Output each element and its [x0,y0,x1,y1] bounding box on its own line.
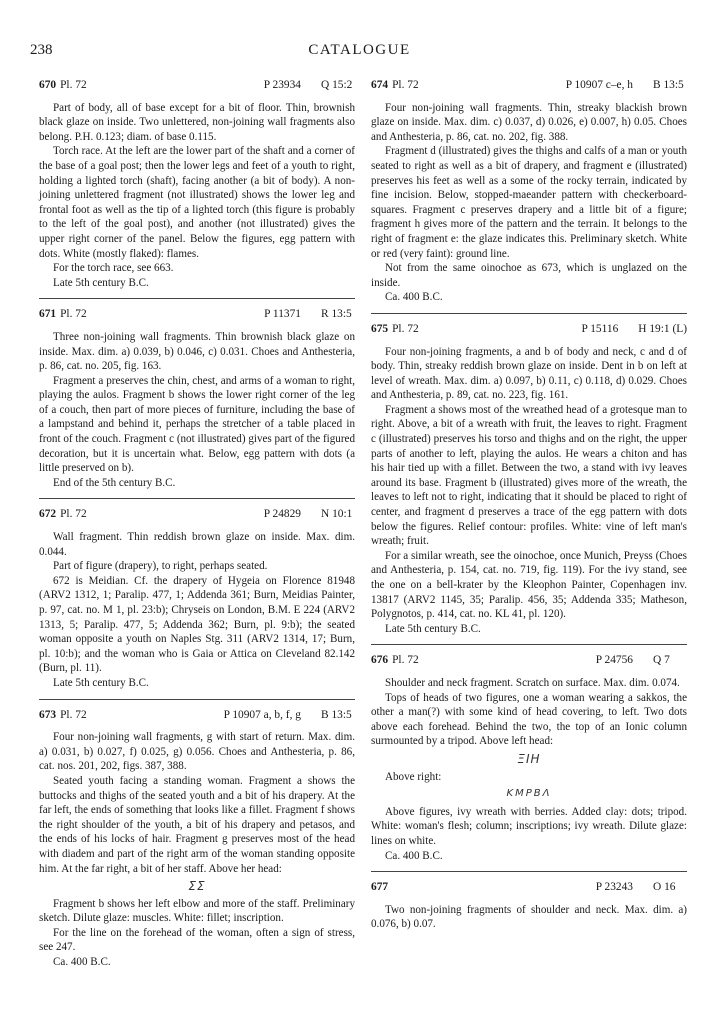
entry-676 [371,653,687,863]
paragraph: For the line on the forehead of the woman, often a sign of stress, see 247. [39,926,355,954]
inventory-number: P 11371 [264,308,301,321]
paragraph: Two non-joining fragments of shoulder and neck. Max. dim. a) 0.076, b) 0.07. [371,903,687,931]
inventory-number: P 24829 [263,508,301,521]
entry-671 [39,307,355,490]
entry-675 [371,322,687,636]
paragraph: Torch race. At the left are the lower part of the shaft and a corner of the base of a goal post; then the lower legs and feet of a youth to right, holding a lighted torch (shaft), facing another (a bit of body). A non-joining unlettered fragment (not illustrated) shows the lower leg and frontal foot as well as the tip of a lighted torch (this figure is probably to the left of the goal post), and another (not illustrated) gives the upper right corner of the panel. Below the figures, egg pattern with dots. White (mostly flaked): flames. [39,145,355,260]
deposit-ref: N 10:1 [321,508,353,521]
page-number: 238 [30,42,53,58]
entry-header [39,507,355,526]
inscription: ΚΜΡΒΛ [506,788,552,800]
right-column [371,78,687,940]
paragraph: Above right: [385,770,442,783]
paragraph: For a similar wreath, see the oinochoe, once Munich, Preyss (Choes and Anthesteria, p. 154, cat. no. 719, fig. 119). For the ivy stand, see the one on a bell-krater by the Kleophon Painter, Copenhagen inv. 13817 (ARV2 1145, 35; Paralip. 456, 35; Addenda 335; Matheson, Polygnotos, p. 414, cat. no. KL 41, pl. 120). [371,549,687,621]
paragraph: 672 is Meidian. Cf. the drapery of Hygeia on Florence 81948 (ARV2 1312, 1; Paralip. 477, 1; Addenda 361; Burn, Meidias Painter, p. 97, cat. no. M 1, pl. 23:b); Chryseis on London, B.M. E 224 (ARV2 1313, 5; Paralip. 477, 5; Addenda 362; Burn, pl. 9:b); the seated woman opposite a youth on Naples Stg. 311 (ARV2 1314, 17; Burn, pl. 10:b); and the woman who is Gaia or Attica on Cleveland 82.142 (Burn, pl. 11). [39,574,355,675]
paragraph: Fragment a preserves the chin, chest, and arms of a woman to right, playing the aulos. Fragment b shows the lower right corner of the leg of a couch, then part of more pieces of furniture, including the base of a lampstand and behind it, perhaps the stretcher of a table placed in front of the couch. Fragment c (not illustrated) gives part of the figured decoration, but it is uncertain what. Below, egg pattern with dots (a little preserved on b). [39,374,355,475]
paragraph: Seated youth facing a standing woman. Fragment a shows the buttocks and thighs of the seated youth and a bit of his drapery. At the far left, the ends of something that looks like a fillet. Fragment f shows the right shoulder of the youth, a bit of his drapery and petasos, and the ends of his locks of hair. Fragment g preserves most of the head with diadem and part of the right arm of the woman standing opposite him. At the far right, a bit of her staff. Above her head: [39,774,355,875]
date-line: Late 5th century B.C. [385,622,481,635]
paragraph: Wall fragment. Thin reddish brown glaze on inside. Max. dim. 0.044. [39,531,355,558]
plate-ref: Pl. 72 [60,708,87,721]
entry-677 [371,880,687,932]
entry-header [371,653,687,672]
plate-ref: Pl. 72 [60,508,87,521]
deposit-ref: Q 15:2 [321,79,353,91]
paragraph: Above figures, ivy wreath with berries. Added clay: dots; tripod. White: woman's flesh; column; inscriptions; ivy wreath. Dilute glaze: lines on white. [371,805,687,847]
date-line: Ca. 400 B.C. [385,291,443,304]
inscription: ΞΙΗ [517,751,541,766]
inventory-number: P 23243 [595,881,633,894]
paragraph: Not from the same oinochoe as 673, which is unglazed on the inside. [371,262,687,289]
paragraph: Part of body, all of base except for a bit of floor. Thin, brownish black glaze on inside. Two unlettered, non-joining wall fragments also belong. P.H. 0.123; diam. of base 0.115. [39,101,355,143]
date-line: Ca. 400 B.C. [53,956,111,969]
entry-674 [371,78,687,305]
inventory-number: P 15116 [581,322,619,335]
entry-header [39,307,355,326]
left-column [39,78,355,978]
deposit-ref: Q 7 [653,654,670,667]
entry-673 [39,708,355,970]
plate-ref: Pl. 72 [60,79,87,91]
paragraph: Fragment a shows most of the wreathed head of a grotesque man to right. Above, a bit of a wreath with fruit, the leaves to right. Fragment c (illustrated) preserves his torso and thighs and on the right, the upper parts of another to left, playing the aulos. He wears a chiton and has his hair tied up with a fillet. Between the two, a stand with ivy leaves around its base. Fragment b (illustrated) gives more of the wreath, the leaves to left not to right, indicating that it should be placed to right of center, and fragment d preserves a trace of the egg pattern with dots below the figures. Relief contour: profiles. White: vine of left man's wreath; fruit. [371,403,687,548]
divider [371,313,687,314]
inscription: ΣΣ [188,879,206,894]
entry-header [39,78,355,97]
paragraph: Four non-joining fragments, a and b of body and neck, c and d of body. Thin, streaky reddish brown glaze on inside. Dent in b on left at level of wreath. Max. dim. a) 0.097, b) 0.11, c) 0.118, d) 0.029. Choes and Anthesteria, p. 89, cat. no. 223, fig. 161. [371,345,687,402]
entry-670 [39,78,355,290]
entry-header [371,322,687,341]
inventory-number: P 23934 [263,79,301,91]
paragraph: For the torch race, see 663. [53,262,174,275]
inventory-number: P 10907 c–e, h [565,79,633,91]
entry-number: 676 [371,654,389,667]
paragraph: Fragment d (illustrated) gives the thighs and calfs of a man or youth seated to right as well as a bit of drapery, and fragment e (illustrated) preserves his feet as well as a some of the rocky terrain, indicated by fine incision. Below, stopped-maeander pattern with checkerboard-squares. Fragment c preserves drapery and a little bit of a figure; fragment h gives more of the pattern and the terrain. It belongs to the right of fragment e: the glaze indicates this. Preliminary sketch. White or red (very faint): ground line. [371,145,687,260]
deposit-ref: R 13:5 [321,308,352,321]
deposit-ref: H 19:1 (L) [638,322,687,335]
entry-header [371,78,687,97]
running-head: CATALOGUE [308,42,411,58]
divider [39,498,355,499]
entry-number: 677 [371,881,389,894]
paragraph: Shoulder and neck fragment. Scratch on surface. Max. dim. 0.074. [385,676,680,689]
date-line: Late 5th century B.C. [53,276,149,289]
entry-number: 675 [371,322,389,335]
entry-number: 670 [39,79,57,91]
plate-ref: Pl. 72 [392,79,419,91]
date-line: Late 5th century B.C. [53,676,149,689]
paragraph: Four non-joining wall fragments, g with start of return. Max. dim. a) 0.031, b) 0.027, f) 0.025, g) 0.056. Choes and Anthesteria, p. 86, cat. nos. 201, 202, figs. 387, 388. [39,731,355,773]
deposit-ref: B 13:5 [653,79,684,91]
entry-number: 673 [39,708,57,721]
entry-number: 672 [39,508,57,521]
deposit-ref: O 16 [653,881,676,894]
entry-header [39,708,355,727]
divider [371,871,687,872]
plate-ref: Pl. 72 [392,322,419,335]
inventory-number: P 24756 [595,654,633,667]
entry-672 [39,507,355,690]
divider [39,298,355,299]
entry-number: 671 [39,308,57,321]
plate-ref: Pl. 72 [392,654,419,667]
date-line: End of the 5th century B.C. [53,476,176,489]
plate-ref: Pl. 72 [60,308,87,321]
paragraph: Three non-joining wall fragments. Thin brownish black glaze on inside. Max. dim. a) 0.039, b) 0.046, c) 0.031. Choes and Anthesteria, p. 86, cat. no. 205, fig. 163. [39,330,355,373]
paragraph: Four non-joining wall fragments. Thin, streaky blackish brown glaze on inside. Max. dim. c) 0.037, d) 0.026, e) 0.007, h) 0.05. Choes and Anthesteria, p. 86, cat. no. 202, fig. 388. [371,101,687,143]
divider [39,699,355,700]
entry-header [371,880,687,899]
inventory-number: P 10907 a, b, f, g [223,708,301,721]
date-line: Ca. 400 B.C. [385,849,443,862]
paragraph: Fragment b shows her left elbow and more of the staff. Preliminary sketch. Dilute glaze: muscles. White: fillet; inscription. [39,897,355,925]
deposit-ref: B 13:5 [321,708,352,721]
divider [371,644,687,645]
entry-number: 674 [371,79,389,91]
paragraph: Part of figure (drapery), to right, perhaps seated. [53,560,268,573]
paragraph: Tops of heads of two figures, one a woman wearing a sakkos, the other a man(?) with some kind of head covering, to left. Two dots above each forehead. Behind the two, the top of an Ionic column surmounted by a tripod. Above left head: [371,691,687,748]
